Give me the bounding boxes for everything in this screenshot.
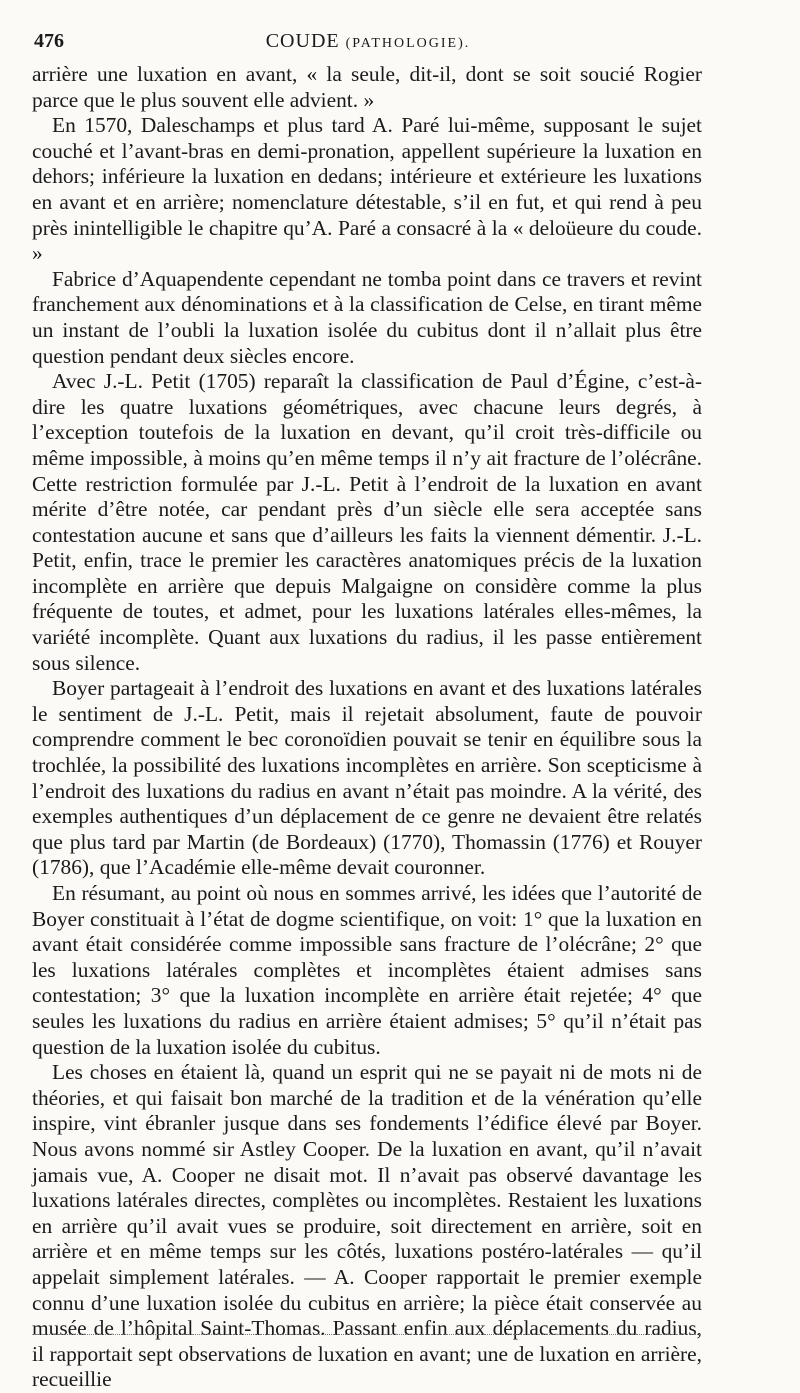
paragraph: En résumant, au point où nous en sommes arrivé, les idées que l’autorité de Boyer constituait à l’état de dogme scientifique, on voit: 1° que la luxation en avant était considérée comme impossible sans fracture de l’olécrâne; 2° que les luxations latérales complètes et incomplètes étaient admises sans contestation; 3° que la luxation incomplète en arrière était rejetée; 4° que seules les luxations du radius en arrière étaient admises; 5° qu’il n’était pas question de la luxation isolée du cubitus. [32,881,702,1059]
paragraph: Avec J.-L. Petit (1705) reparaît la classification de Paul d’Égine, c’est-à-dire les quatre luxations géométriques, avec chacune leurs degrés, à l’exception toutefois de la luxation en devant, qu’il croit très-difficile ou même impossible, à moins qu’en même temps il n’y ait fracture de l’olécrâne. Cette restriction formulée par J.-L. Petit à l’endroit de la luxation en avant mérite d’être notée, car pendant près d’un siècle elle sera acceptée sans contestation aucune et sans que d’ailleurs les faits la viennent démentir. J.-L. Petit, enfin, trace le premier les caractères anatomiques précis de la luxation incomplète en arrière que depuis Malgaigne on considère comme la plus fréquente de toutes, et admet, pour les luxations latérales elles-mêmes, la variété incomplète. Quant aux luxations du radius, il les passe entièrement sous silence. [32,369,702,675]
paragraph: Les choses en étaient là, quand un esprit qui ne se payait ni de mots ni de théories, et qui faisait bon marché de la tradition et de la vénération qu’elle inspire, vint ébranler jusque dans ses fondements l’édifice élevé par Boyer. Nous avons nommé sir Astley Cooper. De la luxation en avant, qu’il n’avait jamais vue, A. Cooper ne disait mot. Il n’avait pas observé davantage les luxations latérales directes, complètes ou incomplètes. Restaient les luxations en arrière qu’il avait vues se produire, soit directement en arrière, soit en arrière et en même temps sur les côtés, luxations postéro-latérales — qu’il appelait simplement latérales. — A. Cooper rapportait le premier exemple connu d’une luxation isolée du cubitus en arrière; la pièce était conservée au musée de l’hôpital Saint-Thomas. Passant enfin aux déplacements du radius, il rapportait sept observations de luxation en avant; une de luxation en arrière, recueillie [32,1060,702,1392]
page-body [32,62,702,1393]
paragraph: arrière une luxation en avant, « la seule, dit-il, dont se soit soucié Rogier parce que le plus souvent elle advient. » [32,62,702,112]
paragraph: Boyer partageait à l’endroit des luxations en avant et des luxations latérales le sentiment de J.-L. Petit, mais il rejetait absolument, faute de pouvoir comprendre comment le bec coronoïdien pouvait se tenir en équilibre sous la trochlée, la possibilité des luxations incomplètes en arrière. Son scepticisme à l’endroit des luxations du radius en avant n’était pas moindre. A la vérité, des exemples authentiques d’un déplacement de ce genre ne devaient être relatés que plus tard par Martin (de Bordeaux) (1770), Thomassin (1776) et Rouyer (1786), que l’Académie elle-même devait couronner. [32,676,702,880]
running-head [34,30,702,53]
running-head-subtitle: (PATHOLOGIE). [345,36,471,51]
running-head-title: COUDE [265,30,340,52]
paragraph: En 1570, Daleschamps et plus tard A. Paré lui-même, supposant le sujet couché et l’avant-bras en demi-pronation, appellent supérieure la luxation en dehors; inférieure la luxation en dedans; intérieure et extérieure les luxations en avant et en arrière; nomenclature détestable, s’il en fut, et qui rend à peu près inintelligible le chapitre qu’A. Paré a consacré à la « deloüeure du coude. » [32,113,702,266]
page-header [34,30,702,52]
page-number: 476 [34,30,64,52]
paragraph: Fabrice d’Aquapendente cependant ne tomba point dans ce travers et revint franchement aux dénominations et à la classification de Celse, en tirant même un instant de l’oubli la luxation isolée du cubitus dont il n’allait plus être question pendant deux siècles encore. [32,266,702,368]
footer-rule [34,1334,700,1335]
